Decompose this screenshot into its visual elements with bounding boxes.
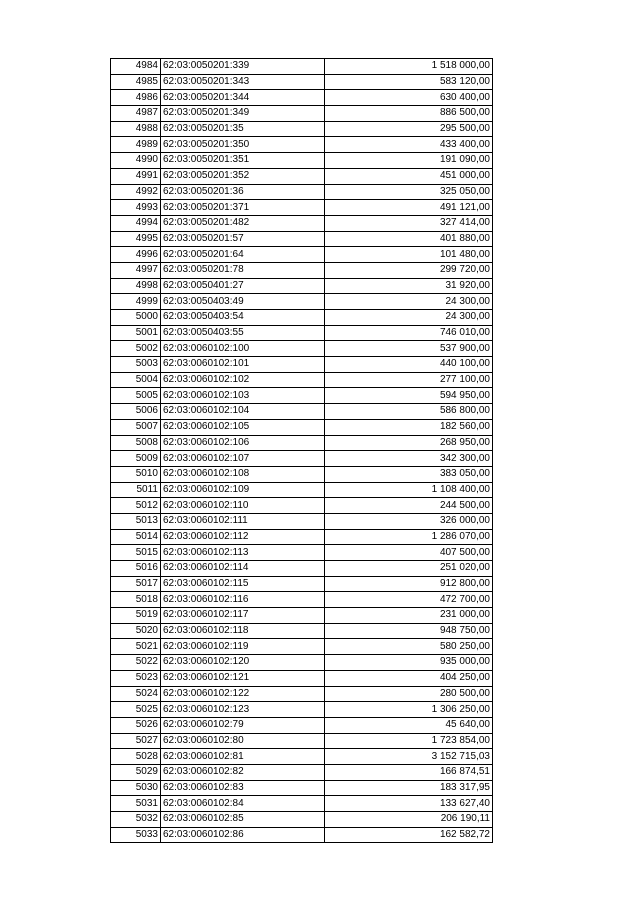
cadastral-number: 62:03:0060102:115 — [161, 576, 325, 592]
cadastral-number: 62:03:0050201:57 — [161, 231, 325, 247]
cadastral-number: 62:03:0060102:116 — [161, 592, 325, 608]
cadastral-number: 62:03:0060102:117 — [161, 608, 325, 624]
cadastral-number: 62:03:0050201:351 — [161, 153, 325, 169]
row-number: 5032 — [111, 812, 161, 828]
cadastral-number: 62:03:0050201:349 — [161, 106, 325, 122]
table-row — [111, 168, 493, 184]
row-number: 5016 — [111, 561, 161, 577]
row-number: 5008 — [111, 435, 161, 451]
cadastral-value: 299 720,00 — [325, 262, 493, 278]
cadastral-value: 401 880,00 — [325, 231, 493, 247]
cadastral-value: 1 518 000,00 — [325, 59, 493, 75]
row-number: 5027 — [111, 733, 161, 749]
row-number: 5012 — [111, 498, 161, 514]
table-row — [111, 702, 493, 718]
table-row — [111, 59, 493, 75]
row-number: 5010 — [111, 466, 161, 482]
row-number: 5020 — [111, 623, 161, 639]
cadastral-number: 62:03:0050401:27 — [161, 278, 325, 294]
cadastral-value: 327 414,00 — [325, 215, 493, 231]
cadastral-value: 24 300,00 — [325, 294, 493, 310]
cadastral-number: 62:03:0050201:482 — [161, 215, 325, 231]
table-row — [111, 247, 493, 263]
cadastral-value: 383 050,00 — [325, 466, 493, 482]
row-number: 5029 — [111, 764, 161, 780]
cadastral-value: 580 250,00 — [325, 639, 493, 655]
row-number: 5019 — [111, 608, 161, 624]
cadastral-value: 191 090,00 — [325, 153, 493, 169]
row-number: 4998 — [111, 278, 161, 294]
cadastral-number: 62:03:0060102:101 — [161, 357, 325, 373]
row-number: 4989 — [111, 137, 161, 153]
cadastral-value: 491 121,00 — [325, 200, 493, 216]
cadastral-number: 62:03:0060102:109 — [161, 482, 325, 498]
row-number: 5006 — [111, 404, 161, 420]
table-row — [111, 513, 493, 529]
row-number: 5013 — [111, 513, 161, 529]
table-row — [111, 592, 493, 608]
table-row — [111, 372, 493, 388]
table-row — [111, 435, 493, 451]
cadastral-number: 62:03:0050201:344 — [161, 90, 325, 106]
row-number: 4995 — [111, 231, 161, 247]
cadastral-value: 537 900,00 — [325, 341, 493, 357]
cadastral-number: 62:03:0050201:350 — [161, 137, 325, 153]
row-number: 4986 — [111, 90, 161, 106]
table-row — [111, 623, 493, 639]
cadastral-value: 268 950,00 — [325, 435, 493, 451]
row-number: 5022 — [111, 655, 161, 671]
cadastral-value: 45 640,00 — [325, 717, 493, 733]
table-row — [111, 121, 493, 137]
table-row — [111, 200, 493, 216]
cadastral-value: 31 920,00 — [325, 278, 493, 294]
table-row — [111, 639, 493, 655]
cadastral-value: 1 306 250,00 — [325, 702, 493, 718]
cadastral-value: 101 480,00 — [325, 247, 493, 263]
cadastral-number: 62:03:0050201:371 — [161, 200, 325, 216]
cadastral-number: 62:03:0060102:104 — [161, 404, 325, 420]
cadastral-number: 62:03:0050201:352 — [161, 168, 325, 184]
cadastral-number: 62:03:0050201:339 — [161, 59, 325, 75]
table-row — [111, 278, 493, 294]
cadastral-number: 62:03:0060102:102 — [161, 372, 325, 388]
cadastral-value: 912 800,00 — [325, 576, 493, 592]
cadastral-number: 62:03:0050201:64 — [161, 247, 325, 263]
cadastral-value-table — [110, 58, 493, 843]
row-number: 4992 — [111, 184, 161, 200]
table-row — [111, 545, 493, 561]
cadastral-number: 62:03:0060102:122 — [161, 686, 325, 702]
cadastral-value: 295 500,00 — [325, 121, 493, 137]
row-number: 4997 — [111, 262, 161, 278]
table-body — [111, 59, 493, 843]
cadastral-value: 182 560,00 — [325, 419, 493, 435]
cadastral-number: 62:03:0060102:82 — [161, 764, 325, 780]
cadastral-value: 251 020,00 — [325, 561, 493, 577]
cadastral-number: 62:03:0060102:103 — [161, 388, 325, 404]
cadastral-number: 62:03:0050403:54 — [161, 310, 325, 326]
row-number: 5015 — [111, 545, 161, 561]
row-number: 5030 — [111, 780, 161, 796]
table-row — [111, 310, 493, 326]
row-number: 5014 — [111, 529, 161, 545]
row-number: 5004 — [111, 372, 161, 388]
cadastral-number: 62:03:0060102:81 — [161, 749, 325, 765]
row-number: 4994 — [111, 215, 161, 231]
cadastral-value: 206 190,11 — [325, 812, 493, 828]
row-number: 5000 — [111, 310, 161, 326]
row-number: 5028 — [111, 749, 161, 765]
cadastral-value: 1 723 854,00 — [325, 733, 493, 749]
cadastral-value: 325 050,00 — [325, 184, 493, 200]
row-number: 5018 — [111, 592, 161, 608]
cadastral-number: 62:03:0060102:105 — [161, 419, 325, 435]
table-row — [111, 184, 493, 200]
row-number: 5009 — [111, 451, 161, 467]
cadastral-number: 62:03:0060102:86 — [161, 827, 325, 843]
table-row — [111, 733, 493, 749]
table-row — [111, 90, 493, 106]
row-number: 5003 — [111, 357, 161, 373]
cadastral-number: 62:03:0050201:343 — [161, 74, 325, 90]
row-number: 5024 — [111, 686, 161, 702]
cadastral-value: 594 950,00 — [325, 388, 493, 404]
cadastral-number: 62:03:0060102:121 — [161, 670, 325, 686]
row-number: 5017 — [111, 576, 161, 592]
cadastral-value: 1 286 070,00 — [325, 529, 493, 545]
row-number: 5002 — [111, 341, 161, 357]
table-row — [111, 137, 493, 153]
cadastral-value: 183 317,95 — [325, 780, 493, 796]
row-number: 4996 — [111, 247, 161, 263]
row-number: 4988 — [111, 121, 161, 137]
table-row — [111, 294, 493, 310]
cadastral-value: 342 300,00 — [325, 451, 493, 467]
cadastral-number: 62:03:0050403:49 — [161, 294, 325, 310]
cadastral-number: 62:03:0050403:55 — [161, 325, 325, 341]
table-row — [111, 357, 493, 373]
table-row — [111, 686, 493, 702]
cadastral-number: 62:03:0060102:114 — [161, 561, 325, 577]
cadastral-number: 62:03:0060102:80 — [161, 733, 325, 749]
table-row — [111, 608, 493, 624]
cadastral-value: 433 400,00 — [325, 137, 493, 153]
cadastral-value: 746 010,00 — [325, 325, 493, 341]
cadastral-value: 886 500,00 — [325, 106, 493, 122]
cadastral-number: 62:03:0060102:79 — [161, 717, 325, 733]
cadastral-number: 62:03:0060102:85 — [161, 812, 325, 828]
table-row — [111, 153, 493, 169]
table-row — [111, 262, 493, 278]
table-row — [111, 482, 493, 498]
table-row — [111, 231, 493, 247]
row-number: 5025 — [111, 702, 161, 718]
cadastral-value: 326 000,00 — [325, 513, 493, 529]
cadastral-value: 280 500,00 — [325, 686, 493, 702]
table-row — [111, 529, 493, 545]
table-row — [111, 215, 493, 231]
table-row — [111, 764, 493, 780]
cadastral-number: 62:03:0060102:112 — [161, 529, 325, 545]
table-row — [111, 576, 493, 592]
table-row — [111, 498, 493, 514]
row-number: 5011 — [111, 482, 161, 498]
table-row — [111, 561, 493, 577]
cadastral-value: 404 250,00 — [325, 670, 493, 686]
cadastral-number: 62:03:0060102:84 — [161, 796, 325, 812]
cadastral-number: 62:03:0060102:107 — [161, 451, 325, 467]
row-number: 4993 — [111, 200, 161, 216]
table-row — [111, 655, 493, 671]
cadastral-value: 948 750,00 — [325, 623, 493, 639]
cadastral-value: 472 700,00 — [325, 592, 493, 608]
table-row — [111, 670, 493, 686]
row-number: 5001 — [111, 325, 161, 341]
cadastral-number: 62:03:0060102:123 — [161, 702, 325, 718]
cadastral-value: 630 400,00 — [325, 90, 493, 106]
cadastral-value: 407 500,00 — [325, 545, 493, 561]
table-row — [111, 717, 493, 733]
table-row — [111, 325, 493, 341]
table-row — [111, 749, 493, 765]
cadastral-value: 440 100,00 — [325, 357, 493, 373]
table-row — [111, 419, 493, 435]
table-row — [111, 404, 493, 420]
row-number: 4984 — [111, 59, 161, 75]
cadastral-value: 277 100,00 — [325, 372, 493, 388]
row-number: 4999 — [111, 294, 161, 310]
cadastral-value: 935 000,00 — [325, 655, 493, 671]
table-row — [111, 796, 493, 812]
cadastral-number: 62:03:0060102:108 — [161, 466, 325, 482]
table-row — [111, 74, 493, 90]
cadastral-number: 62:03:0060102:118 — [161, 623, 325, 639]
cadastral-value: 24 300,00 — [325, 310, 493, 326]
cadastral-number: 62:03:0060102:106 — [161, 435, 325, 451]
cadastral-value: 231 000,00 — [325, 608, 493, 624]
cadastral-value: 133 627,40 — [325, 796, 493, 812]
cadastral-number: 62:03:0060102:120 — [161, 655, 325, 671]
row-number: 5023 — [111, 670, 161, 686]
row-number: 5026 — [111, 717, 161, 733]
row-number: 5005 — [111, 388, 161, 404]
table-row — [111, 466, 493, 482]
row-number: 5033 — [111, 827, 161, 843]
cadastral-value: 3 152 715,03 — [325, 749, 493, 765]
table-row — [111, 341, 493, 357]
row-number: 5031 — [111, 796, 161, 812]
row-number: 4987 — [111, 106, 161, 122]
row-number: 4985 — [111, 74, 161, 90]
table-row — [111, 780, 493, 796]
cadastral-number: 62:03:0060102:113 — [161, 545, 325, 561]
cadastral-value: 451 000,00 — [325, 168, 493, 184]
cadastral-number: 62:03:0060102:111 — [161, 513, 325, 529]
cadastral-value: 244 500,00 — [325, 498, 493, 514]
cadastral-number: 62:03:0050201:78 — [161, 262, 325, 278]
row-number: 4990 — [111, 153, 161, 169]
table-row — [111, 106, 493, 122]
table-row — [111, 827, 493, 843]
table-row — [111, 451, 493, 467]
cadastral-number: 62:03:0050201:36 — [161, 184, 325, 200]
row-number: 5007 — [111, 419, 161, 435]
row-number: 5021 — [111, 639, 161, 655]
cadastral-value: 1 108 400,00 — [325, 482, 493, 498]
cadastral-value: 583 120,00 — [325, 74, 493, 90]
cadastral-number: 62:03:0060102:110 — [161, 498, 325, 514]
cadastral-value: 162 582,72 — [325, 827, 493, 843]
cadastral-number: 62:03:0050201:35 — [161, 121, 325, 137]
cadastral-value: 166 874,51 — [325, 764, 493, 780]
cadastral-number: 62:03:0060102:119 — [161, 639, 325, 655]
cadastral-number: 62:03:0060102:83 — [161, 780, 325, 796]
table-row — [111, 812, 493, 828]
row-number: 4991 — [111, 168, 161, 184]
table-row — [111, 388, 493, 404]
cadastral-number: 62:03:0060102:100 — [161, 341, 325, 357]
cadastral-value: 586 800,00 — [325, 404, 493, 420]
